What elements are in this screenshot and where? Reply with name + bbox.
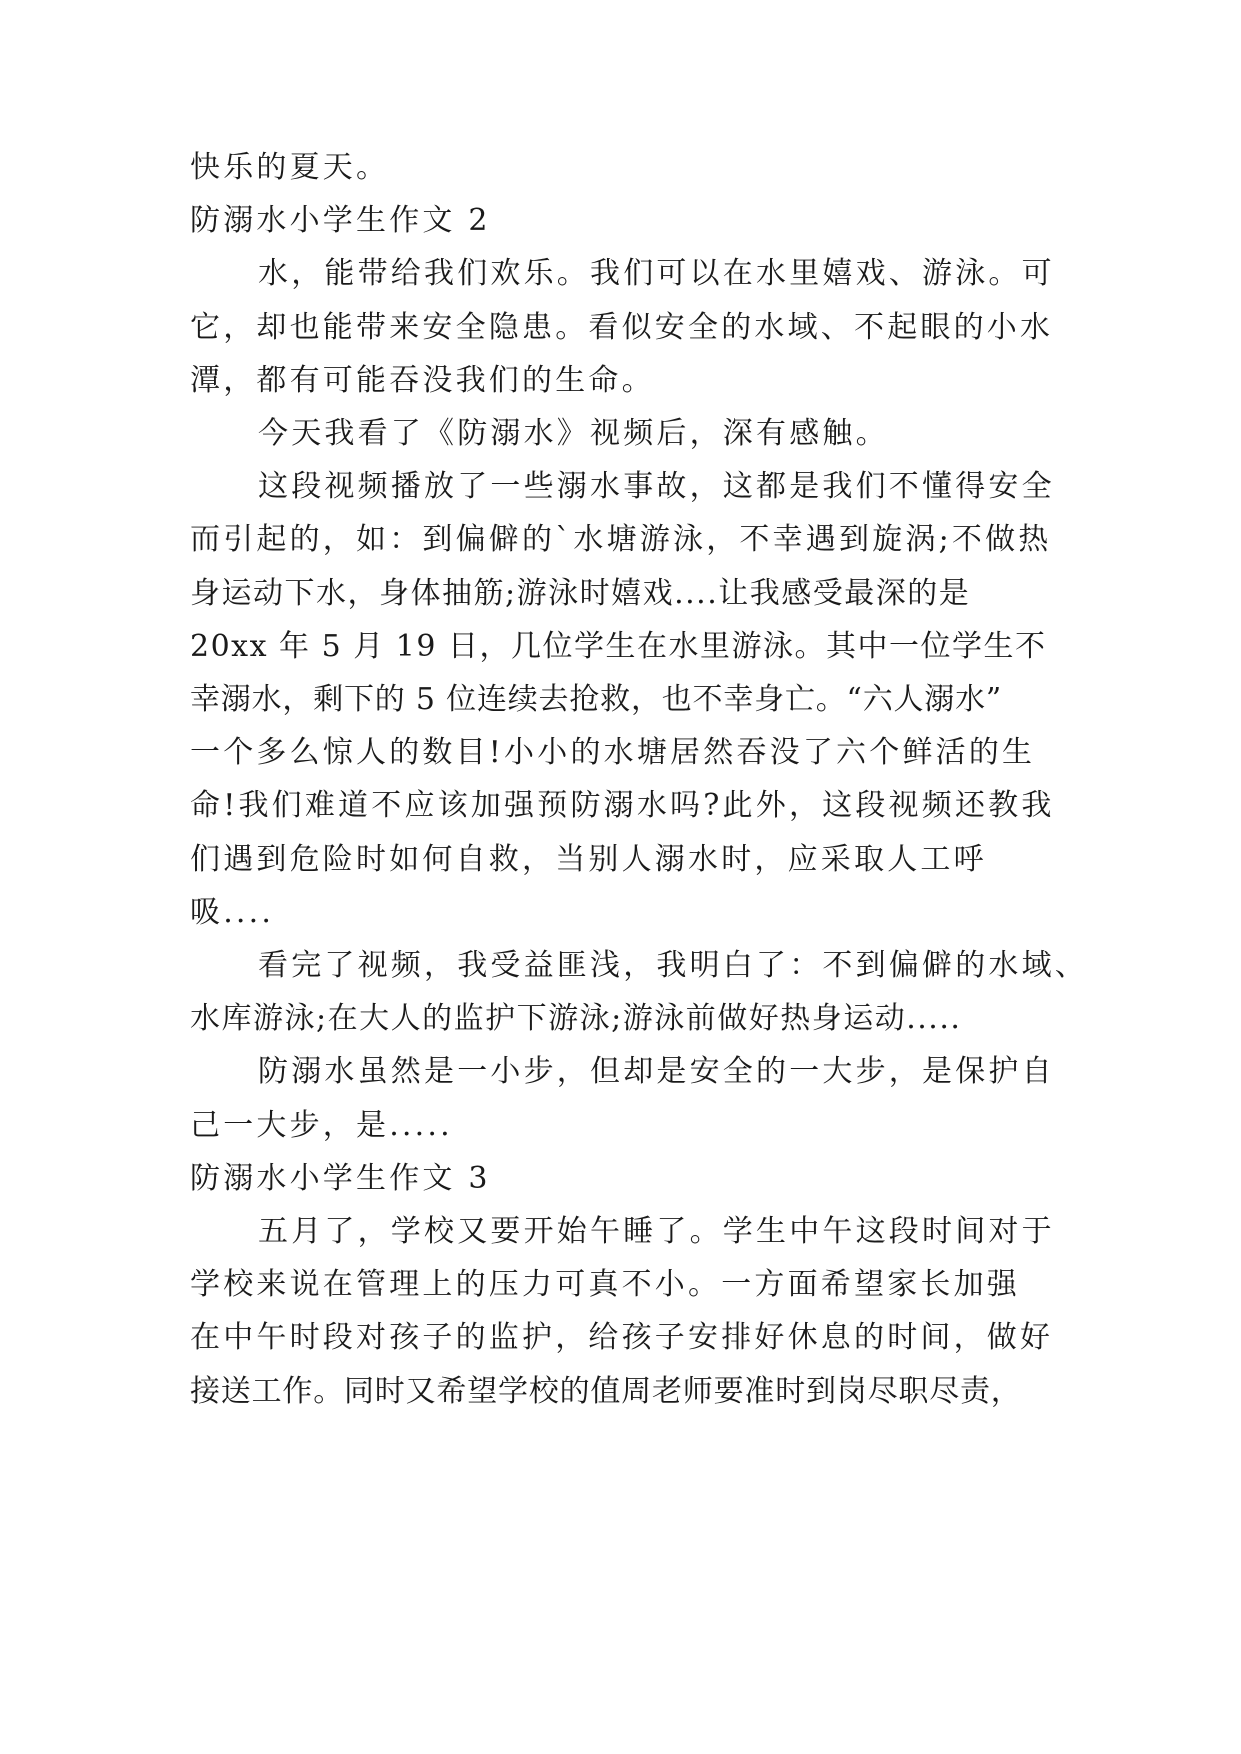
paragraph-line: 学校来说在管理上的压力可真不小。一方面希望家长加强 (190, 1267, 1020, 1302)
paragraph-line: 在中午时段对孩子的监护，给孩子安排好休息的时间，做好 (190, 1320, 1054, 1355)
paragraph-line: 它，却也能带来安全隐患。看似安全的水域、不起眼的小水 (190, 310, 1054, 345)
section-heading: 防溺水小学生作文 2 (190, 203, 491, 238)
paragraph-line: 一个多么惊人的数目!小小的水塘居然吞没了六个鲜活的生 (190, 735, 1036, 770)
paragraph-line: 这段视频播放了一些溺水事故，这都是我们不懂得安全 (258, 469, 1055, 504)
paragraph-line: 快乐的夏天。 (190, 150, 390, 185)
paragraph-line: 潭，都有可能吞没我们的生命。 (190, 363, 655, 398)
paragraph-line: 身运动下水，身体抽筋;游泳时嬉戏....让我感受最深的是 (190, 576, 971, 611)
paragraph-line: 接送工作。同时又希望学校的值周老师要准时到岗尽职尽责， (190, 1374, 1022, 1409)
paragraph-line: 吸.... (190, 895, 275, 930)
paragraph-line: 20xx 年 5 月 19 日，几位学生在水里游泳。其中一位学生不 (190, 629, 1047, 664)
paragraph-line: 幸溺水，剩下的 5 位连续去抢救，也不幸身亡。“六人溺水” (190, 682, 1003, 717)
paragraph-line: 而引起的，如：到偏僻的`水塘游泳，不幸遇到旋涡;不做热 (190, 522, 1052, 557)
paragraph-line: 水，能带给我们欢乐。我们可以在水里嬉戏、游泳。可 (258, 256, 1055, 291)
paragraph-line: 命!我们难道不应该加强预防溺水吗?此外，这段视频还教我 (190, 788, 1055, 823)
paragraph-line: 五月了，学校又要开始午睡了。学生中午这段时间对于 (258, 1214, 1055, 1249)
section-heading: 防溺水小学生作文 3 (190, 1161, 491, 1196)
paragraph-line: 水库游泳;在大人的监护下游泳;游泳前做好热身运动..... (190, 1001, 962, 1036)
paragraph-line: 们遇到危险时如何自救，当别人溺水时，应采取人工呼 (190, 842, 987, 877)
paragraph-line: 己一大步，是..... (190, 1108, 453, 1143)
paragraph-line: 今天我看了《防溺水》视频后，深有感触。 (258, 416, 889, 451)
paragraph-line: 防溺水虽然是一小步，但却是安全的一大步，是保护自 (258, 1054, 1055, 1089)
paragraph-line: 看完了视频，我受益匪浅，我明白了：不到偏僻的水域、 (258, 948, 1088, 983)
